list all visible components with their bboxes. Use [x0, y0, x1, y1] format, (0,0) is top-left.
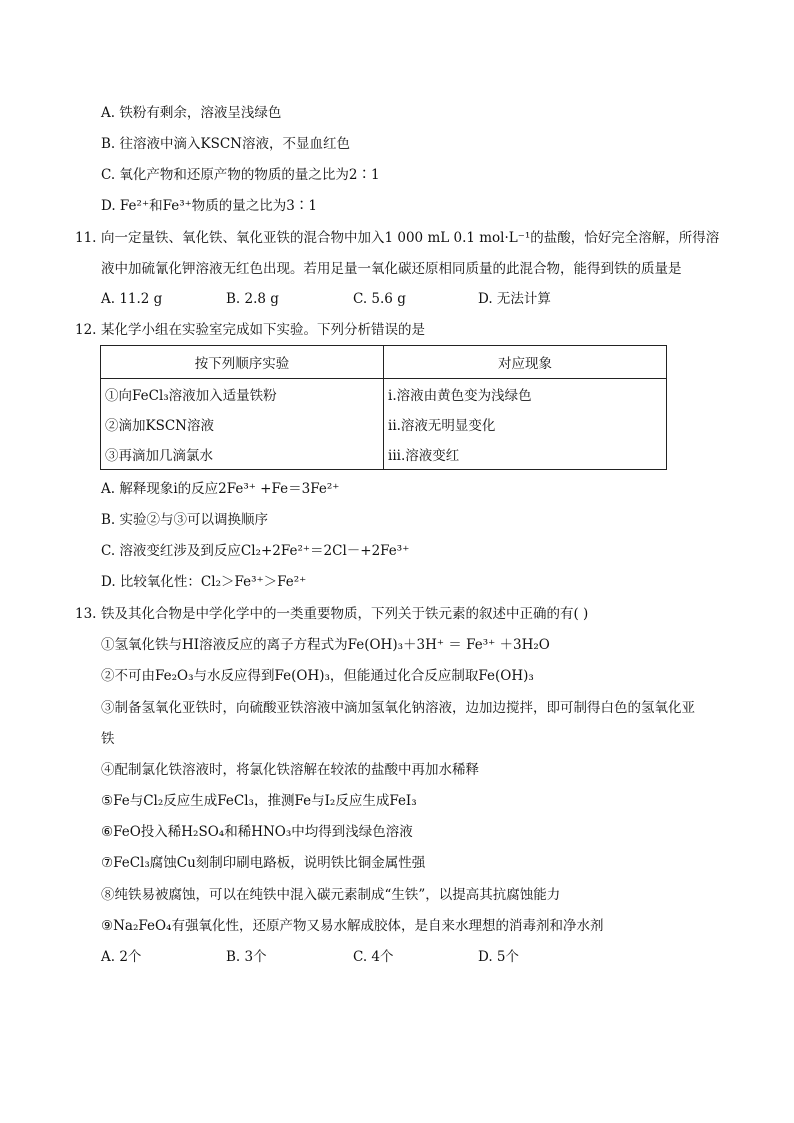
q13-option-b: B. 3个: [226, 949, 267, 965]
table-cell: ii.溶液无明显变化: [384, 409, 667, 439]
q13-statement-7: ⑦FeCl₃腐蚀Cu刻制印刷电路板，说明铁比铜金属性强: [101, 855, 426, 871]
table-cell: i.溶液由黄色变为浅绿色: [384, 379, 667, 410]
q13-statement-3-line2: 铁: [101, 731, 115, 747]
q13-statement-1: ①氢氧化铁与HI溶液反应的离子方程式为Fe(OH)₃＋3H⁺ ＝ Fe³⁺ ＋3H₂O: [101, 637, 550, 653]
q10-option-d: D. Fe²⁺和Fe³⁺物质的量之比为3∶1: [101, 198, 317, 214]
q13-statement-9: ⑨Na₂FeO₄有强氧化性，还原产物又易水解成胶体，是自来水理想的消毒剂和净水剂: [101, 918, 604, 934]
table-cell: ③再滴加几滴氯水: [101, 439, 384, 470]
table-header-phenomenon: 对应现象: [384, 346, 667, 379]
q10-option-a: A. 铁粉有剩余，溶液呈浅绿色: [101, 105, 282, 121]
q11-option-c: C. 5.6 g: [353, 291, 406, 307]
q12-stem: 某化学小组在实验室完成如下实验。下列分析错误的是: [101, 322, 425, 338]
q13-number: 13.: [75, 606, 97, 622]
table-header-procedure: 按下列顺序实验: [101, 346, 384, 379]
q11-option-b: B. 2.8 g: [226, 291, 279, 307]
q11-number: 11.: [75, 230, 97, 246]
q12-option-d: D. 比较氧化性：Cl₂＞Fe³⁺＞Fe²⁺: [101, 574, 307, 590]
table-row: [101, 379, 667, 410]
q13-option-a: A. 2个: [101, 949, 142, 965]
q13-stem: 铁及其化合物是中学化学中的一类重要物质，下列关于铁元素的叙述中正确的有( ): [101, 606, 589, 622]
q11-stem-line1: 向一定量铁、氧化铁、氧化亚铁的混合物中加入1 000 mL 0.1 mol·L⁻¹的盐酸，恰好完全溶解，所得溶: [101, 230, 720, 246]
q13-statement-6: ⑥FeO投入稀H₂SO₄和稀HNO₃中均得到浅绿色溶液: [101, 824, 413, 840]
q10-option-b: B. 往溶液中滴入KSCN溶液，不显血红色: [101, 136, 350, 152]
q12-option-c: C. 溶液变红涉及到反应Cl₂+2Fe²⁺＝2Cl－+2Fe³⁺: [101, 543, 410, 559]
q13-statement-2: ②不可由Fe₂O₃与水反应得到Fe(OH)₃，但能通过化合反应制取Fe(OH)₃: [101, 668, 534, 684]
q11-option-a: A. 11.2 g: [101, 291, 163, 307]
q10-option-c: C. 氧化产物和还原产物的物质的量之比为2∶1: [101, 167, 380, 183]
q12-option-a: A. 解释现象i的反应2Fe³⁺ +Fe＝3Fe²⁺: [101, 481, 340, 497]
table-cell: ②滴加KSCN溶液: [101, 409, 384, 439]
table-cell: ①向FeCl₃溶液加入适量铁粉: [101, 379, 384, 410]
experiment-table: [100, 345, 667, 470]
table-cell: iii.溶液变红: [384, 439, 667, 470]
table-row: [101, 439, 667, 470]
table-row: [101, 409, 667, 439]
q12-number: 12.: [75, 322, 97, 338]
q11-option-d: D. 无法计算: [478, 291, 551, 307]
q13-statement-4: ④配制氯化铁溶液时，将氯化铁溶解在较浓的盐酸中再加水稀释: [101, 762, 479, 778]
q13-statement-3-line1: ③制备氢氧化亚铁时，向硫酸亚铁溶液中滴加氢氧化钠溶液，边加边搅拌，即可制得白色的氢氧化亚: [101, 700, 695, 716]
q13-statement-5: ⑤Fe与Cl₂反应生成FeCl₃，推测Fe与I₂反应生成FeI₃: [101, 793, 417, 809]
q12-option-b: B. 实验②与③可以调换顺序: [101, 512, 269, 528]
q13-option-c: C. 4个: [353, 949, 394, 965]
q13-statement-8: ⑧纯铁易被腐蚀，可以在纯铁中混入碳元素制成“生铁”，以提高其抗腐蚀能力: [101, 887, 561, 903]
q11-stem-line2: 液中加硫氰化钾溶液无红色出现。若用足量一氧化碳还原相同质量的此混合物，能得到铁的质量是: [101, 261, 682, 277]
q13-option-d: D. 5个: [478, 949, 520, 965]
